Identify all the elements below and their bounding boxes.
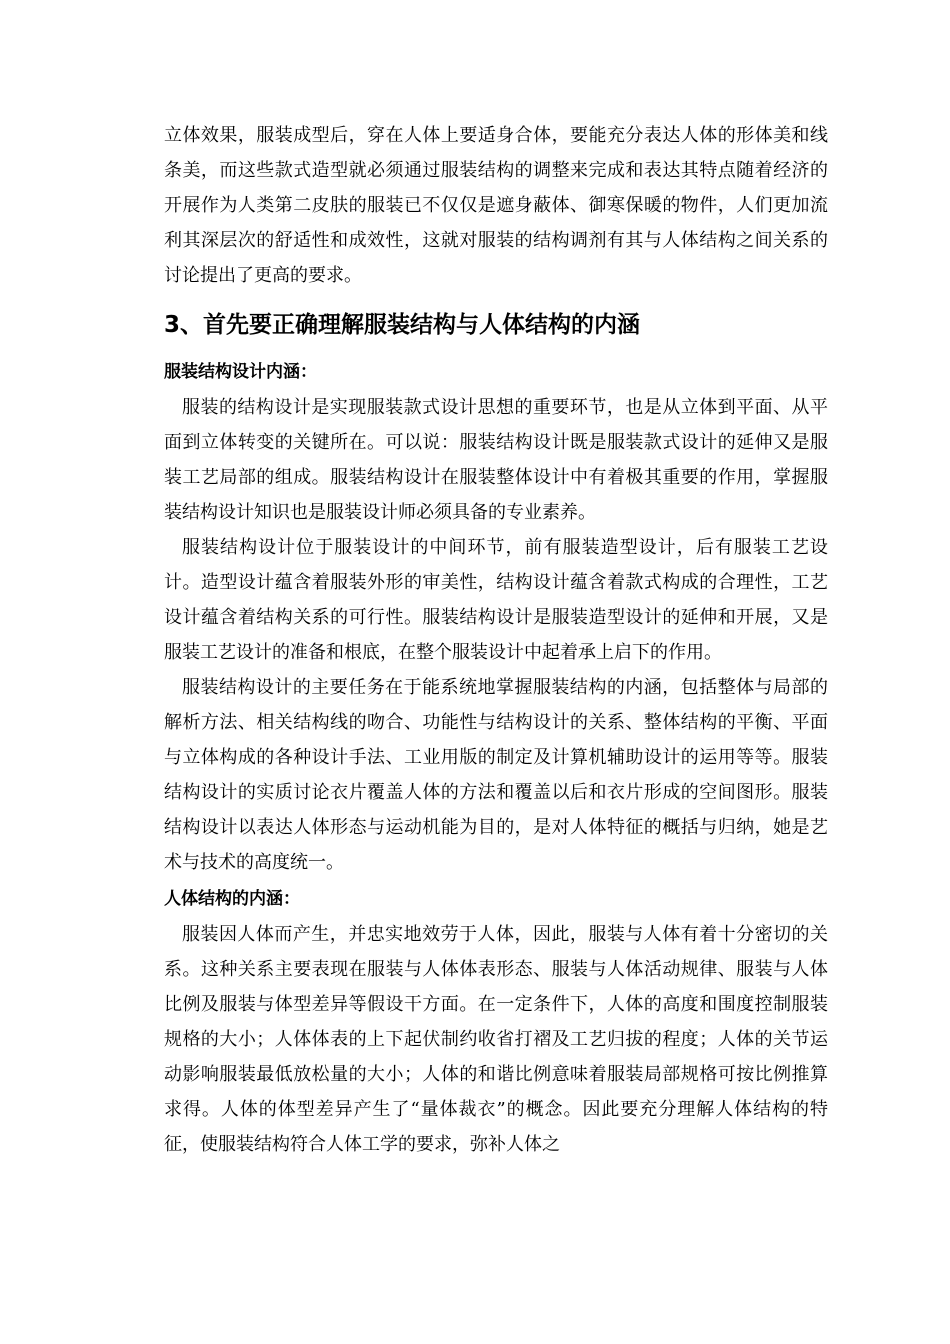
section-title: 3、首先要正确理解服装结构与人体结构的内涵 bbox=[164, 312, 641, 338]
clothing-structure-paragraph-3: 服装结构设计的主要任务在于能系统地掌握服装结构的内涵，包括整体与局部的解析方法、相关结构线的吻合、功能性与结构设计的关系、整体结构的平衡、平面与立体构成的各种设计手法、工业用版的制定及计算机辅助设计的运用等等。服装结构设计的实质讨论衣片覆盖人体的方法和覆盖以后和衣片形成的空间图形。服装结构设计以表达人体形态与运动机能为目的，是对人体特征的概括与归纳，她是艺术与技术的高度统一。 bbox=[164, 677, 828, 873]
human-structure-paragraph-1: 服装因人体而产生，并忠实地效劳于人体，因此，服装与人体有着十分密切的关系。这种关系主要表现在服装与人体体表形态、服装与人体活动规律、服装与人体比例及服装与体型差异等假设干方面。在一定条件下，人体的高度和围度控制服装规格的大小；人体体表的上下起伏制约收省打褶及工艺归拔的程度；人体的关节运动影响服装最低放松量的大小；人体的和谐比例意味着服装局部规格可按比例推算求得。人体的体型差异产生了“量体裁衣”的概念。因此要充分理解人体结构的特征，使服装结构符合人体工学的要求，弥补人体之 bbox=[164, 924, 828, 1155]
clothing-structure-paragraph-1: 服装的结构设计是实现服装款式设计思想的重要环节，也是从立体到平面、从平面到立体转变的关键所在。可以说：服装结构设计既是服装款式设计的延伸又是服装工艺局部的组成。服装结构设计在服装整体设计中有着极其重要的作用，掌握服装结构设计知识也是服装设计师必须具备的专业素养。 bbox=[164, 397, 828, 523]
clothing-structure-paragraph-2: 服装结构设计位于服装设计的中间环节，前有服装造型设计，后有服装工艺设计。造型设计蕴含着服装外形的审美性，结构设计蕴含着款式构成的合理性，工艺设计蕴含着结构关系的可行性。服装结构设计是服装造型设计的延伸和开展，又是服装工艺设计的准备和根底，在整个服装设计中起着承上启下的作用。 bbox=[164, 537, 828, 663]
subsection-title-human-structure: 人体结构的内涵： bbox=[164, 889, 300, 909]
intro-paragraph: 立体效果，服装成型后，穿在人体上要适身合体，要能充分表达人体的形体美和线条美，而这些款式造型就必须通过服装结构的调整来完成和表达其特点随着经济的开展作为人类第二皮肤的服装已不仅仅是遮身蔽体、御寒保暖的物件，人们更加流利其深层次的舒适性和成效性，这就对服装的结构调剂有其与人体结构之间关系的讨论提出了更高的要求。 bbox=[164, 125, 828, 286]
document-page bbox=[164, 118, 828, 1162]
subsection-title-clothing-structure: 服装结构设计内涵： bbox=[164, 362, 317, 382]
